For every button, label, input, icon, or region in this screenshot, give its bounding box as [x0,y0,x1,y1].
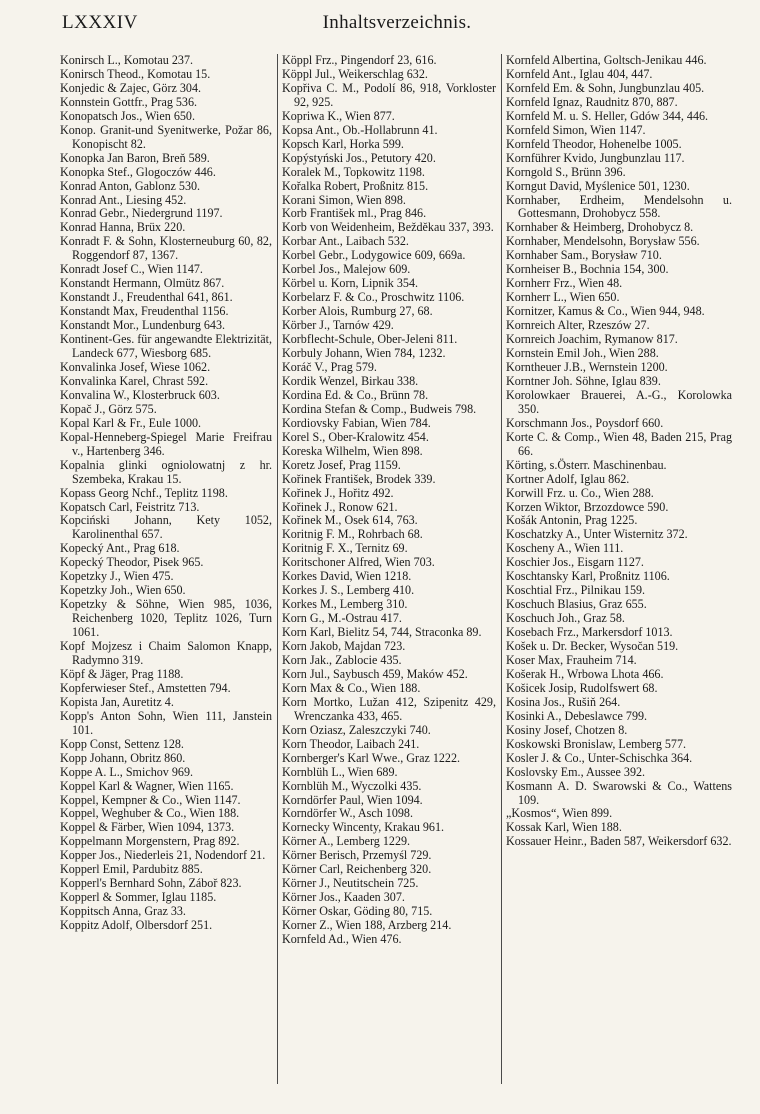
index-column-1 [60,54,272,1104]
index-entry: Koralek M., Topkowitz 1198. [282,164,425,179]
index-entry: Kořinek J., Ronow 621. [282,499,398,514]
index-entry: Köppl Frz., Pingendorf 23, 616. [282,54,437,67]
index-entry: Kopass Georg Nchf., Teplitz 1198. [60,485,228,500]
index-entry: Koschtial Frz., Pilnikau 159. [506,583,646,598]
index-entry: Korbelarz F. & Co., Proschwitz 1106. [282,290,465,305]
index-entry: Kornreich Joachim, Rymanow 817. [506,332,678,347]
index-entry: Kordina Stefan & Comp., Budweis 798. [282,401,477,416]
index-entry: Kordiovsky Fabian, Wien 784. [282,415,431,430]
index-entry: Körner Berisch, Przemyśl 729. [282,848,432,863]
index-entry: Košák Antonin, Prag 1225. [506,513,638,528]
index-entry: Konjedic & Zajec, Görz 304. [60,80,202,95]
index-entry: Koppel Karl & Wagner, Wien 1165. [60,778,234,793]
index-entry: Kornführer Kvido, Jungbunzlau 117. [506,150,685,165]
index-entry: Konop. Granit-und Syenitwerke, Požar 86, Konopischt 82. [60,122,272,151]
index-entry: Korkes J. S., Lemberg 410. [282,583,415,598]
index-entry: Kortner Adolf, Iglau 862. [506,471,630,486]
index-entry: Kořalka Robert, Proßnitz 815. [282,178,429,193]
index-entry: Kornhaber & Heimberg, Drohobycz 8. [506,220,694,235]
index-entry: Korn Max & Co., Wien 188. [282,680,421,695]
index-entry: Koschatzky A., Unter Wisternitz 372. [506,527,688,542]
index-entry: Kosiny Josef, Chotzen 8. [506,722,628,737]
index-column-2 [282,54,496,1104]
index-entry: Korbel Jos., Malejow 609. [282,262,411,277]
index-entry: Košerak H., Wrbowa Lhota 466. [506,666,664,681]
index-entry: Konvalinka Josef, Wiese 1062. [60,359,211,374]
index-entry: Kordina Ed. & Co., Brünn 78. [282,387,429,402]
index-entry: Korngold S., Brünn 396. [506,164,626,179]
index-entry: Kornberger's Karl Wwe., Graz 1222. [282,750,461,765]
index-entry: Korn Theodor, Laibach 241. [282,736,420,751]
index-entry: Korbar Ant., Laibach 532. [282,234,409,249]
index-entry: Kopista Jan, Auretitz 4. [60,694,174,709]
index-entry: Konvalina W., Klosterbruck 603. [60,387,220,402]
index-entry: Kopsa Ant., Ob.-Hollabrunn 41. [282,122,438,137]
index-entry: Korel S., Ober-Kralowitz 454. [282,429,429,444]
page-number: LXXXIV [62,12,138,33]
index-entry: Kornecky Wincenty, Krakau 961. [282,820,445,835]
index-entry: Konopatsch Jos., Wien 650. [60,108,195,123]
index-entry: Kopalnia glinki ogniolowatnj z hr. Szembeka, Krakau 15. [60,457,272,486]
index-entry: Kornblüh L., Wien 689. [282,764,398,779]
index-entry: Koppel & Färber, Wien 1094, 1373. [60,820,235,835]
index-entry: Kornfeld M. u. S. Heller, Gdów 344, 446. [506,108,709,123]
column-divider [277,54,278,1084]
index-entry: Korkes David, Wien 1218. [282,569,412,584]
index-entry: Kosebach Frz., Markersdorf 1013. [506,625,673,640]
index-entry: „Kosmos“, Wien 899. [506,806,613,821]
index-entry: Kornfeld Ignaz, Raudnitz 870, 887. [506,94,678,109]
index-entry: Korn Jak., Zablocie 435. [282,652,402,667]
index-entry: Konvalinka Karel, Chrast 592. [60,373,209,388]
index-entry: Kopal Karl & Fr., Eule 1000. [60,415,202,430]
index-entry: Koráč V., Prag 579. [282,359,377,374]
index-entry: Korbel Gebr., Lodygowice 609, 669a. [282,248,466,263]
index-entry: Korn Jul., Saybusch 459, Maków 452. [282,666,468,681]
index-entry: Körner J., Neutitschein 725. [282,876,419,891]
index-entry: Kopecký Ant., Prag 618. [60,541,180,556]
index-entry: Konstandt J., Freudenthal 641, 861. [60,290,233,305]
index-entry: Kopperl & Sommer, Iglau 1185. [60,890,217,905]
index-entry: Korbuly Johann, Wien 784, 1232. [282,346,446,361]
index-entry: Kopetzky J., Wien 475. [60,569,174,584]
index-entry: Koschuch Joh., Graz 58. [506,611,625,626]
index-entry: Körner Jos., Kaaden 307. [282,890,405,905]
index-entry: Korner Z., Wien 188, Arzberg 214. [282,918,452,933]
index-entry: Koritschoner Alfred, Wien 703. [282,555,435,570]
index-entry: Kopetzky Joh., Wien 650. [60,583,186,598]
index-entry: Kopciński Johann, Kety 1052, Karolinenthal 657. [60,513,272,542]
index-entry: Koskowski Bronislaw, Lemberg 577. [506,736,687,751]
index-entry: Koschtansky Karl, Proßnitz 1106. [506,569,670,584]
index-entry: Korndörfer W., Asch 1098. [282,806,413,821]
index-entry: Korn Karl, Bielitz 54, 744, Straconka 89. [282,625,482,640]
index-entry: Koppel, Kempner & Co., Wien 1147. [60,792,241,807]
index-entry: Konirsch L., Komotau 237. [60,54,194,67]
index-entry: Kornhaber, Erdheim, Mendelsohn u. Gottesmann, Drohobycz 558. [506,192,732,221]
index-entry: Koppitsch Anna, Graz 33. [60,904,186,919]
index-entry: Korntheuer J.B., Wernstein 1200. [506,359,668,374]
index-entry: Koschier Jos., Eisgarn 1127. [506,555,644,570]
index-entry: Körting, s.Österr. Maschinenbau. [506,457,667,472]
index-entry: Koschuch Blasius, Graz 655. [506,597,647,612]
index-entry: Körner A., Lemberg 1229. [282,834,411,849]
index-entry: Konradt Josef C., Wien 1147. [60,262,203,277]
index-entry: Konrad Gebr., Niedergrund 1197. [60,206,223,221]
index-entry: Kopf Mojzesz i Chaim Salomon Knapp, Radymno 319. [60,639,272,667]
index-entry: Kornfeld Em. & Sohn, Jungbunzlau 405. [506,80,705,95]
index-entry: Korolowkaer Brauerei, A.-G., Korolowka 350. [506,387,732,416]
index-entry: Konrad Anton, Gablonz 530. [60,178,201,193]
index-entry: Konradt F. & Sohn, Klosterneuburg 60, 82, Roggendorf 87, 1367. [60,234,272,263]
index-entry: Kornfeld Albertina, Goltsch-Jenikau 446. [506,54,707,67]
index-entry: Kosmann A. D. Swarowski & Co., Wattens 109. [506,778,732,807]
index-entry: Kornfeld Ad., Wien 476. [282,932,402,947]
index-entry: Korwill Frz. u. Co., Wien 288. [506,485,654,500]
index-entry: Konrad Hanna, Brüx 220. [60,220,186,235]
index-entry: Koser Max, Frauheim 714. [506,652,637,667]
index-entry: Kornreich Alter, Rzeszów 27. [506,318,650,333]
index-entry: Koppel, Weghuber & Co., Wien 188. [60,806,240,821]
index-entry: Kossauer Heinr., Baden 587, Weikersdorf 632. [506,834,732,849]
index-entry: Korn Mortko, Lužan 412, Szipenitz 429, Wrenczanka 433, 465. [282,694,496,723]
index-entry: Koscheny A., Wien 111. [506,541,624,556]
index-entry: Konstandt Hermann, Olmütz 867. [60,276,225,291]
index-entry: Kopal-Henneberg-Spiegel Marie Freifrau v., Hartenberg 346. [60,429,272,458]
index-entry: Korb von Weidenheim, Bežděkau 337, 393. [282,220,494,235]
index-entry: Korn Oziasz, Zaleszczyki 740. [282,722,431,737]
index-entry: Konstandt Mor., Lundenburg 643. [60,318,226,333]
index-columns [60,54,732,1104]
index-entry: Kopetzky & Söhne, Wien 985, 1036, Reichenberg 1020, Teplitz 1026, Turn 1061. [60,597,272,640]
index-entry: Koritnig F. X., Ternitz 69. [282,541,408,556]
index-entry: Koreska Wilhelm, Wien 898. [282,443,423,458]
index-entry: Kornhaber Sam., Borysław 710. [506,248,662,263]
index-entry: Kordik Wenzel, Birkau 338. [282,373,419,388]
page-title: Inhaltsverzeichnis. [322,12,472,33]
index-entry: Korndörfer Paul, Wien 1094. [282,792,423,807]
index-entry: Kopper Jos., Niederleis 21, Nodendorf 21. [60,848,266,863]
index-entry: Korzen Wiktor, Brzozdowce 590. [506,499,669,514]
index-entry: Kopýstyński Jos., Petutory 420. [282,150,436,165]
index-entry: Koppe A. L., Smichov 969. [60,764,194,779]
index-entry: Köpf & Jäger, Prag 1188. [60,666,184,681]
index-entry: Kopferwieser Stef., Amstetten 794. [60,680,231,695]
index-entry: Kopatsch Carl, Feistritz 713. [60,499,200,514]
index-entry: Kornfeld Simon, Wien 1147. [506,122,646,137]
index-entry: Korn Jakob, Majdan 723. [282,639,406,654]
index-entry: Korn G., M.-Ostrau 417. [282,611,402,626]
index-entry: Körner Oskar, Göding 80, 715. [282,904,433,919]
index-entry: Kornblüh M., Wyczolki 435. [282,778,422,793]
index-entry: Kopecký Theodor, Pisek 965. [60,555,204,570]
index-entry: Kornfeld Theodor, Hohenelbe 1005. [506,136,682,151]
index-entry: Kopp's Anton Sohn, Wien 111, Janstein 101. [60,708,272,737]
index-entry: Konopka Stef., Glogoczów 446. [60,164,216,179]
index-entry: Kořinek František, Brodek 339. [282,471,436,486]
index-entry: Kopperl Emil, Pardubitz 885. [60,862,203,877]
index-entry: Kopač J., Görz 575. [60,401,157,416]
index-entry: Koretz Josef, Prag 1159. [282,457,401,472]
index-entry: Kornitzer, Kamus & Co., Wien 944, 948. [506,304,705,319]
index-entry: Kornstein Emil Joh., Wien 288. [506,346,659,361]
index-entry: Kořinek J., Hořitz 492. [282,485,394,500]
index-entry: Korte C. & Comp., Wien 48, Baden 215, Prag 66. [506,429,732,458]
index-entry: Konrad Ant., Liesing 452. [60,192,187,207]
index-entry: Korntner Joh. Söhne, Iglau 839. [506,373,661,388]
index-entry: Kopp Const, Settenz 128. [60,736,184,751]
index-entry: Kopp Johann, Obritz 860. [60,750,186,765]
index-entry: Kornherr L., Wien 650. [506,290,620,305]
index-entry: Konopka Jan Baron, Breň 589. [60,150,210,165]
index-entry: Konstandt Max, Freudenthal 1156. [60,304,229,319]
index-entry: Kornherr Frz., Wien 48. [506,276,623,291]
index-entry: Korschmann Jos., Poysdorf 660. [506,415,664,430]
index-entry: Kořinek M., Osek 614, 763. [282,513,418,528]
index-entry: Kopriwa K., Wien 877. [282,108,395,123]
index-entry: Korber Alois, Rumburg 27, 68. [282,304,433,319]
index-entry: Koritnig F. M., Rohrbach 68. [282,527,423,542]
index-entry: Kossak Karl, Wien 188. [506,820,622,835]
index-entry: Korngut David, Myślenice 501, 1230. [506,178,690,193]
column-divider [501,54,502,1084]
index-entry: Korbflecht-Schule, Ober-Jeleni 811. [282,332,458,347]
index-entry: Kopsch Karl, Horka 599. [282,136,404,151]
index-entry: Konirsch Theod., Komotau 15. [60,66,211,81]
index-entry: Korb František ml., Prag 846. [282,206,427,221]
index-entry: Körbel u. Korn, Lipnik 354. [282,276,419,291]
index-entry: Kosler J. & Co., Unter-Schischka 364. [506,750,693,765]
index-entry: Kornfeld Ant., Iglau 404, 447. [506,66,653,81]
index-entry: Kontinent-Ges. für angewandte Elektrizität, Landeck 677, Wiesborg 685. [60,332,272,361]
index-entry: Körber J., Tarnów 429. [282,318,394,333]
index-entry: Korkes M., Lemberg 310. [282,597,408,612]
index-entry: Košicek Josip, Rudolfswert 68. [506,680,658,695]
index-entry: Koppitz Adolf, Olbersdorf 251. [60,918,213,933]
index-entry: Kornheiser B., Bochnia 154, 300. [506,262,669,277]
index-entry: Kosina Jos., Rušiň 264. [506,694,621,709]
index-entry: Kopperl's Bernhard Sohn, Záboř 823. [60,876,242,891]
index-entry: Kopřiva C. M., Podolí 86, 918, Vorkloster 92, 925. [282,80,496,109]
index-entry: Konnstein Gottfr., Prag 536. [60,94,198,109]
index-entry: Körner Carl, Reichenberg 320. [282,862,432,877]
index-entry: Köppl Jul., Weikerschlag 632. [282,66,428,81]
index-entry: Korani Simon, Wien 898. [282,192,406,207]
page-header [62,12,732,40]
index-entry: Koslovsky Em., Aussee 392. [506,764,646,779]
index-entry: Kornhaber, Mendelsohn, Borysław 556. [506,234,700,249]
index-column-3 [506,54,732,1104]
index-entry: Košek u. Dr. Becker, Wysočan 519. [506,639,679,654]
index-entry: Kosinki A., Debeslawce 799. [506,708,648,723]
index-entry: Koppelmann Morgenstern, Prag 892. [60,834,240,849]
